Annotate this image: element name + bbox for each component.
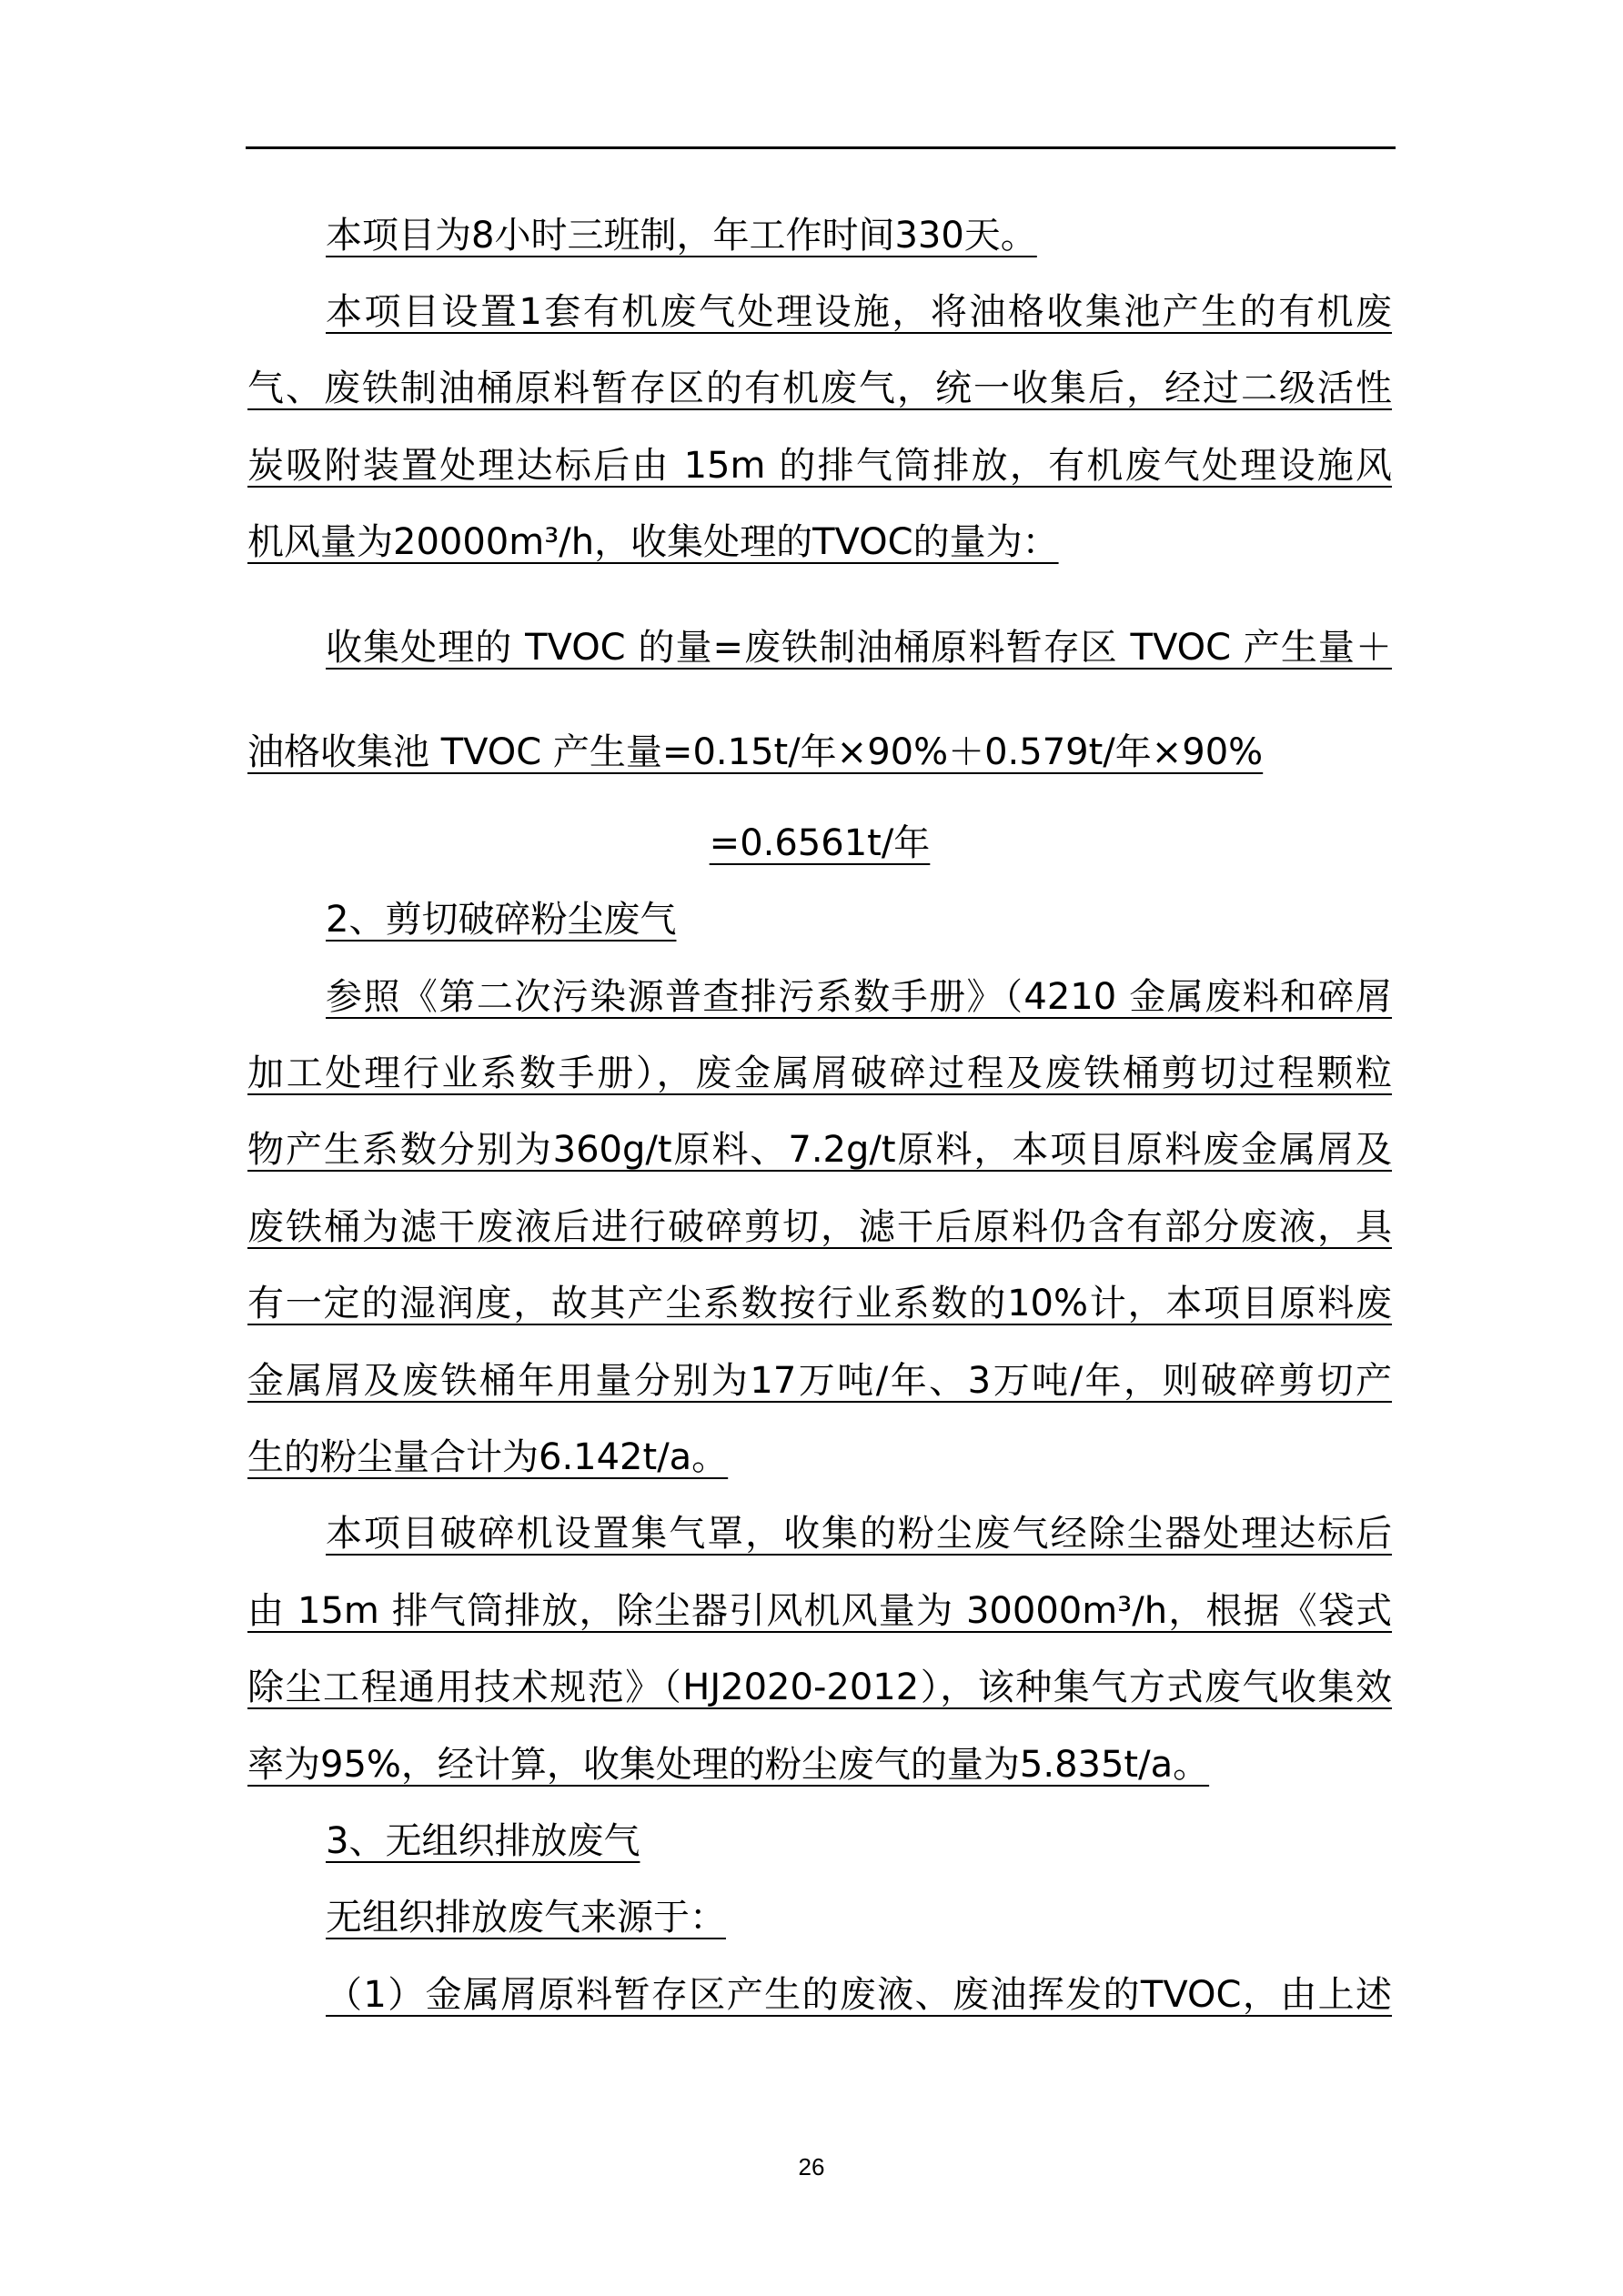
text-line: 率为95%，经计算，收集处理的粉尘废气的量为5.835t/a。 — [247, 1744, 1210, 1786]
text-line: 本项目为8小时三班制，年工作时间330天。 — [326, 215, 1037, 257]
text-line: 生的粉尘量合计为6.142t/a。 — [247, 1436, 729, 1478]
page-number: 26 — [798, 2153, 825, 2180]
section-heading: 2、剪切破碎粉尘废气 — [326, 899, 677, 941]
text-line: 本项目破碎机设置集气罩，收集的粉尘废气经除尘器处理达标后 — [326, 1513, 1392, 1555]
formula-line: 油格收集池 TVOC 产生量=0.15t/年×90%＋0.579t/年×90% — [247, 731, 1264, 773]
text-line: 机风量为20000m³/h，收集处理的TVOC的量为： — [247, 521, 1059, 563]
text-line: 加工处理行业系数手册），废金属屑破碎过程及废铁桶剪切过程颗粒 — [247, 1052, 1392, 1094]
text-line: 由 15m 排气筒排放，除尘器引风机风量为 30000m³/h，根据《袋式 — [247, 1590, 1392, 1632]
formula-result: =0.6561t/年 — [709, 822, 931, 864]
text-line: 本项目设置1套有机废气处理设施，将油格收集池产生的有机废 — [326, 291, 1392, 333]
text-line: （1）金属屑原料暂存区产生的废液、废油挥发的TVOC，由上述 — [326, 1974, 1392, 2016]
section-heading: 3、无组织排放废气 — [326, 1820, 640, 1862]
text-line: 物产生系数分别为360g/t原料、7.2g/t原料，本项目原料废金属屑及 — [247, 1129, 1392, 1171]
text-line: 参照《第二次污染源普查排污系数手册》（4210 金属废料和碎屑 — [326, 976, 1392, 1018]
text-line: 气、废铁制油桶原料暂存区的有机废气，统一收集后，经过二级活性 — [247, 368, 1392, 409]
text-line: 除尘工程通用技术规范》（HJ2020-2012），该种集气方式废气收集效 — [247, 1667, 1392, 1708]
text-line: 无组织排放废气来源于： — [326, 1897, 726, 1939]
text-line: 金属屑及废铁桶年用量分别为17万吨/年、3万吨/年，则破碎剪切产 — [247, 1360, 1392, 1402]
header-rule — [246, 146, 1396, 149]
text-line: 废铁桶为滤干废液后进行破碎剪切，滤干后原料仍含有部分废液，具 — [247, 1206, 1392, 1248]
text-line: 炭吸附装置处理达标后由 15m 的排气筒排放，有机废气处理设施风 — [247, 445, 1392, 487]
text-line: 有一定的湿润度，故其产尘系数按行业系数的10%计，本项目原料废 — [247, 1283, 1392, 1324]
formula-line: 收集处理的 TVOC 的量=废铁制油桶原料暂存区 TVOC 产生量＋ — [326, 627, 1392, 669]
